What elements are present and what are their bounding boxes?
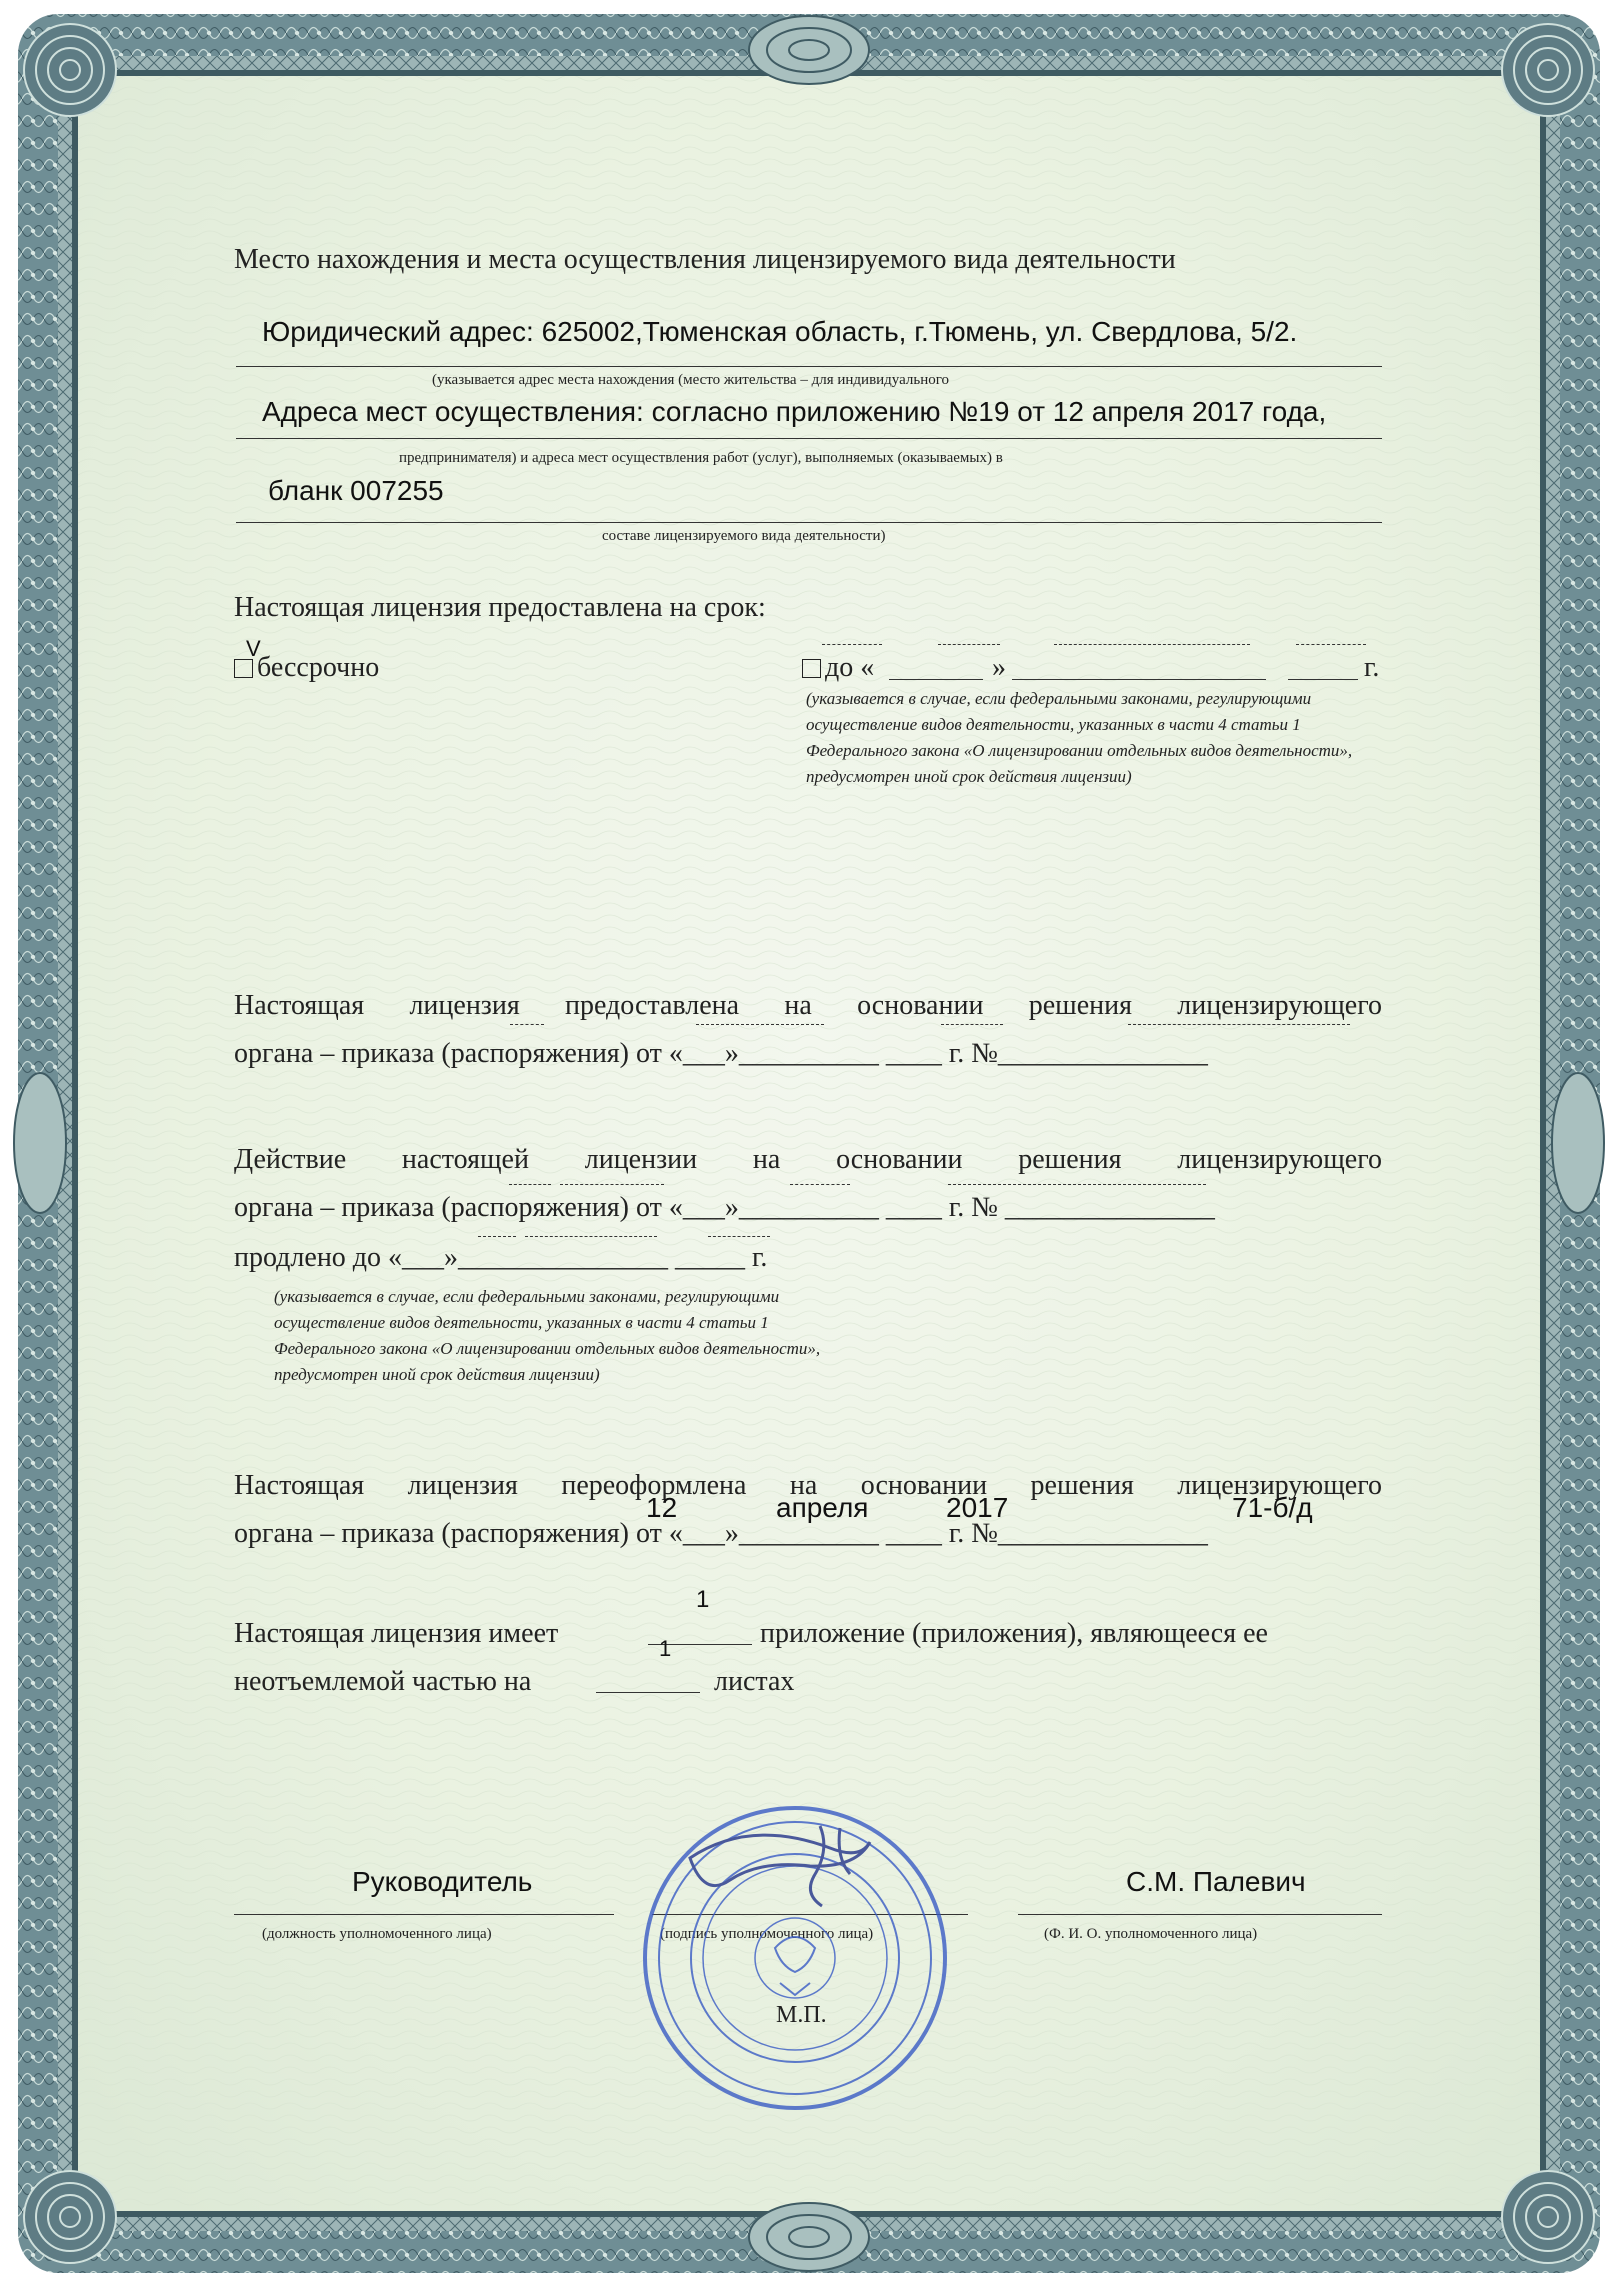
until-day-line (889, 679, 983, 680)
page-title: Место нахождения и места осуществления лицензируемого вида деятельности (234, 244, 1176, 275)
until-year-line (1288, 679, 1358, 680)
address-hint-3: составе лицензируемого вида деятельности) (602, 528, 886, 544)
appendix-sheets-line (596, 1692, 700, 1693)
blank-number-value: бланк 007255 (268, 475, 444, 506)
caption-name: (Ф. И. О. уполномоченного лица) (1044, 1926, 1258, 1942)
reissue-line-2: органа – приказа (распоряжения) от «___»__________ ____ г. №_______________ (234, 1518, 1208, 1549)
seal-place-label: М.П. (776, 2002, 827, 2028)
dash-year (1296, 644, 1366, 645)
reissue-line-1: Настоящая лицензия переоформлена на основании решения лицензирующего (234, 1470, 1382, 1501)
extension-line-1: Действие настоящей лицензии на основании решения лицензирующего (234, 1144, 1382, 1175)
term-heading: Настоящая лицензия предоставлена на срок: (234, 592, 766, 623)
extension-note: (указывается в случае, если федеральными законами, регулирующими осуществление видов деятельности, указанных в части 4 статьи 1 Федерального закона «О лицензировании отдельных видов деятельности», предусмотрен иной срок действия лицензии) (274, 1287, 821, 1384)
appendix-line-1-end: приложение (приложения), являющееся ее (760, 1618, 1268, 1649)
basis-dash-3 (941, 1024, 1003, 1025)
until-year-suffix: г. (1364, 652, 1380, 683)
basis-dash-2 (696, 1024, 824, 1025)
name-line (1018, 1914, 1382, 1915)
appendix-line-2-start: неотъемлемой частью на (234, 1666, 532, 1697)
address-hint-1: (указывается адрес места нахождения (место жительства – для индивидуального (432, 372, 950, 388)
term-until-label: до « (825, 652, 875, 683)
legal-address-value: Юридический адрес: 625002,Тюменская область, г.Тюмень, ул. Свердлова, 5/2. (262, 316, 1298, 347)
caption-position: (должность уполномоченного лица) (262, 1926, 492, 1942)
term-unlimited-checkbox[interactable] (234, 659, 253, 678)
appendix-count: 1 (696, 1586, 710, 1613)
appendix-line-1-start: Настоящая лицензия имеет (234, 1618, 559, 1649)
dash-month-short (938, 644, 1000, 645)
term-note: (указывается в случае, если федеральными законами, регулирующими осуществление видов деятельности, указанных в части 4 статьи 1 Федерального закона «О лицензировании отдельных видов деятельности», предусмотрен иной срок действия лицензии) (806, 689, 1353, 786)
activity-places-value: Адреса мест осуществления: согласно приложению №19 от 12 апреля 2017 года, (262, 396, 1327, 427)
extension-line-3: продлено до «___»_______________ _____ г. (234, 1242, 768, 1273)
dash-month (1054, 644, 1250, 645)
extension-dash-6 (525, 1236, 657, 1237)
reissue-year: 2017 (946, 1492, 1009, 1523)
checkmark: V (246, 636, 261, 661)
extension-dash-1 (509, 1184, 551, 1185)
signatory-name: С.М. Палевич (1126, 1866, 1306, 1897)
address-underline-2 (236, 438, 1382, 439)
address-underline-1 (236, 366, 1382, 367)
extension-dash-4 (948, 1184, 1206, 1185)
address-underline-3 (236, 522, 1382, 523)
reissue-month: апреля (776, 1492, 869, 1523)
term-until-checkbox[interactable] (802, 659, 821, 678)
dash-day (822, 644, 882, 645)
basis-line-2: органа – приказа (распоряжения) от «___»__________ ____ г. №_______________ (234, 1038, 1208, 1069)
official-seal (630, 1788, 960, 2118)
basis-dash-4 (1128, 1024, 1350, 1025)
term-unlimited-option[interactable] (234, 652, 379, 684)
term-until-option[interactable] (802, 652, 874, 684)
caption-signature: (подпись уполномоченного лица) (660, 1926, 874, 1942)
appendix-sheets: 1 (659, 1636, 672, 1661)
extension-dash-5 (478, 1236, 516, 1237)
basis-dash-1 (510, 1024, 544, 1025)
until-month-line (1012, 679, 1266, 680)
signatory-position: Руководитель (352, 1866, 533, 1897)
extension-dash-7 (708, 1236, 770, 1237)
reissue-number: 71-б/д (1232, 1492, 1313, 1523)
until-quote-close: » (992, 652, 1006, 683)
basis-line-1: Настоящая лицензия предоставлена на основании решения лицензирующего (234, 990, 1382, 1021)
appendix-line-2-end: листах (714, 1666, 795, 1697)
position-line (234, 1914, 614, 1915)
address-hint-2: предпринимателя) и адреса мест осуществления работ (услуг), выполняемых (оказываемых) в (399, 450, 1003, 466)
extension-line-2: органа – приказа (распоряжения) от «___»__________ ____ г. № _______________ (234, 1192, 1215, 1223)
reissue-day: 12 (646, 1492, 678, 1523)
term-unlimited-label: бессрочно (257, 652, 380, 683)
extension-dash-3 (790, 1184, 850, 1185)
extension-dash-2 (560, 1184, 664, 1185)
